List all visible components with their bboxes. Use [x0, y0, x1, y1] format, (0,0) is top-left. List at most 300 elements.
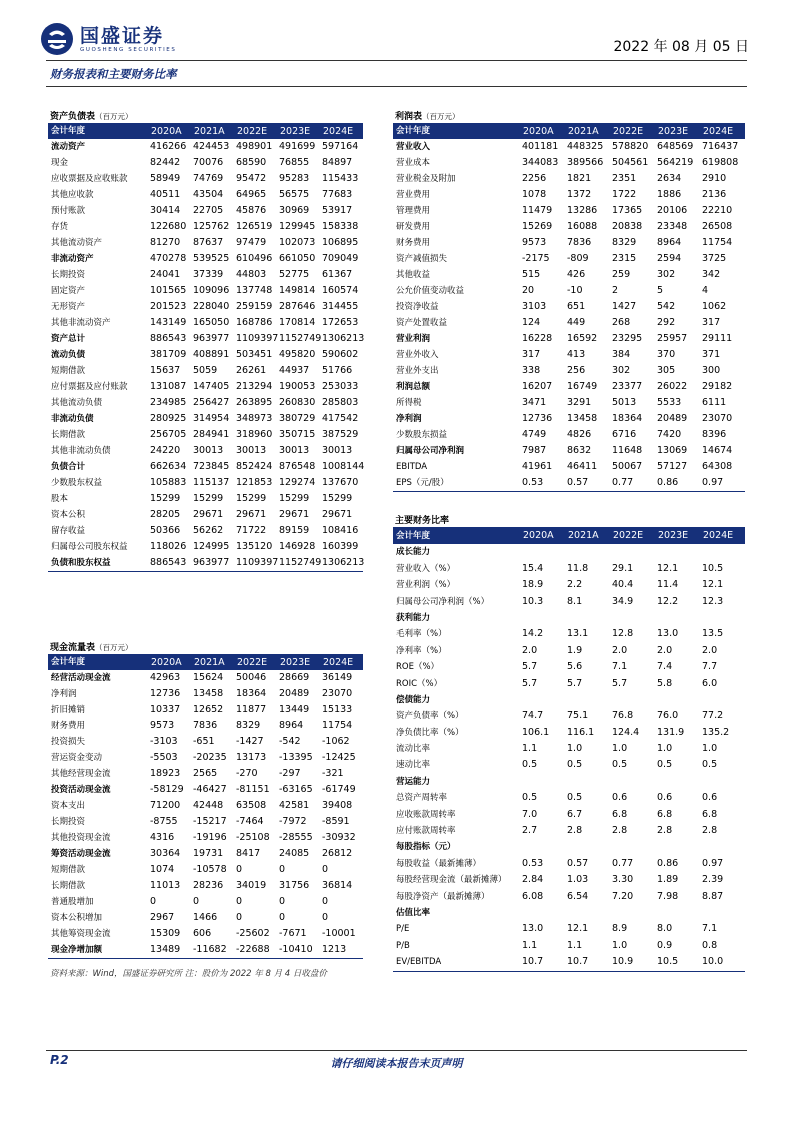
cell-value: 71200	[150, 800, 181, 811]
cell-value: 7.98	[657, 890, 679, 902]
table-header-row	[48, 655, 363, 670]
row-label: 短期借款	[51, 865, 86, 875]
cell-value: 3291	[567, 397, 592, 408]
cell-value: 2.0	[657, 644, 673, 656]
cell-value: 4826	[567, 429, 592, 440]
table-row	[48, 539, 363, 555]
cell-value: 4749	[522, 429, 547, 440]
cell-value: 20	[522, 285, 535, 296]
cell-value: 29671	[236, 509, 267, 520]
cell-value: 256	[567, 365, 586, 376]
cell-value: 42448	[193, 800, 224, 811]
cell-value: -20235	[193, 752, 227, 763]
row-label: 应收票据及应收账款	[51, 174, 128, 184]
cell-value: 723845	[193, 461, 230, 472]
row-label: 资产减值损失	[396, 254, 448, 264]
cell-value: 34.9	[612, 595, 634, 607]
table-row	[393, 741, 745, 757]
cell-value: 963977	[193, 557, 230, 568]
table-row	[393, 938, 745, 954]
cell-value: 50366	[150, 525, 181, 536]
header-year: 2024E	[703, 126, 734, 137]
cell-value: 0	[236, 912, 243, 923]
cell-value: 344083	[522, 157, 559, 168]
header-rule-2	[46, 86, 747, 87]
row-label: 营业外收入	[396, 350, 439, 360]
cell-value: 24085	[279, 848, 310, 859]
table-row	[48, 411, 363, 427]
row-label: 其他流动负债	[51, 398, 103, 408]
cell-value: 137670	[322, 477, 359, 488]
header-year: 2024E	[323, 126, 354, 137]
cell-value: 302	[612, 365, 631, 376]
cell-value: 68590	[236, 157, 267, 168]
cell-value: 29671	[279, 509, 310, 520]
row-label: 每股经营现金流（最新摊薄）	[396, 875, 507, 886]
cell-value: 76.0	[657, 710, 679, 722]
table-row	[393, 872, 745, 888]
cell-value: 30414	[150, 205, 181, 216]
cell-value: 23295	[612, 333, 643, 344]
cell-value: 3471	[522, 397, 547, 408]
row-label: 管理费用	[396, 206, 431, 216]
table-row	[48, 942, 363, 958]
cell-value: 0.57	[567, 477, 589, 488]
table-row	[48, 139, 363, 155]
cell-value: 137748	[236, 285, 273, 296]
table-row	[393, 823, 745, 839]
table-row	[48, 171, 363, 187]
cell-value: 314455	[322, 301, 359, 312]
table-header-row	[393, 528, 745, 544]
row-label: 偿债能力	[396, 694, 431, 705]
cell-value: 8.0	[657, 923, 673, 935]
cell-value: 16749	[567, 381, 598, 392]
header-year: 2020A	[523, 530, 554, 541]
cell-value: 2136	[702, 189, 727, 200]
cell-value: 5.7	[522, 677, 538, 689]
table-row	[48, 363, 363, 379]
cell-value: 606	[193, 928, 212, 939]
cell-value: 10.5	[657, 956, 679, 968]
header-year: 2023E	[658, 530, 689, 541]
cell-value: 491699	[279, 141, 316, 152]
cell-value: 0.53	[522, 857, 544, 869]
table-row	[393, 251, 745, 267]
cell-value: 1372	[567, 189, 592, 200]
cell-value: 0.77	[612, 857, 634, 869]
cell-value: 13069	[657, 445, 688, 456]
row-label: 长期投资	[51, 817, 86, 827]
row-label: 折旧摊销	[51, 705, 86, 715]
cell-value: -270	[236, 768, 258, 779]
cell-value: 11877	[236, 704, 267, 715]
cell-value: -13395	[279, 752, 313, 763]
cell-value: 7.1	[612, 661, 628, 673]
table-row	[393, 610, 745, 626]
cell-value: 648569	[657, 141, 694, 152]
row-label: 公允价值变动收益	[396, 286, 465, 296]
cell-value: 3103	[522, 301, 547, 312]
cell-value	[520, 692, 565, 708]
cell-value: 22210	[702, 205, 733, 216]
table-row	[48, 251, 363, 267]
cell-value: 6.0	[702, 677, 718, 689]
header-year: 2023E	[658, 126, 689, 137]
cell-value: 16228	[522, 333, 553, 344]
cell-value: 13.5	[702, 628, 724, 640]
cell-value: 57127	[657, 461, 688, 472]
row-label: 毛利率（%）	[396, 629, 447, 640]
cell-value: 50067	[612, 461, 643, 472]
table-row	[48, 507, 363, 523]
cell-value: 124995	[193, 541, 230, 552]
cell-value: 109096	[193, 285, 230, 296]
row-label: 应收账款周转率	[396, 809, 456, 820]
cell-value: 16088	[567, 221, 598, 232]
cell-value: 13.0	[522, 923, 544, 935]
cell-value: 18.9	[522, 579, 544, 591]
cell-value: 426	[567, 269, 586, 280]
cell-value: 495820	[279, 349, 316, 360]
cell-value: 89159	[279, 525, 310, 536]
cell-value: 6.8	[702, 808, 718, 820]
cell-value: 287646	[279, 301, 316, 312]
cell-value: 1.0	[612, 743, 628, 755]
income-statement-table	[393, 110, 745, 492]
cell-value: 1078	[522, 189, 547, 200]
cell-value: 0.97	[702, 857, 724, 869]
cell-value: 5.7	[522, 661, 538, 673]
table-row	[48, 830, 363, 846]
cell-value	[565, 544, 610, 560]
cell-value	[520, 544, 565, 560]
table-title-text: 现金流量表	[50, 643, 96, 653]
row-label: 短期借款	[51, 366, 86, 376]
cell-value: 8329	[612, 237, 637, 248]
row-label: P/B	[396, 940, 410, 951]
cell-value: 1427	[612, 301, 637, 312]
cell-value: 578820	[612, 141, 649, 152]
row-label: 利润总额	[396, 382, 431, 392]
cell-value: 24220	[150, 445, 181, 456]
cell-value: 29.1	[612, 562, 634, 574]
cell-value: 12736	[522, 413, 553, 424]
table-row	[393, 577, 745, 593]
cell-value: 228040	[193, 301, 230, 312]
cell-value: 0	[193, 896, 200, 907]
cell-value: 284941	[193, 429, 230, 440]
cell-value: 253033	[322, 381, 359, 392]
header-year: 2021A	[194, 657, 225, 668]
table-row	[48, 443, 363, 459]
table-row	[393, 774, 745, 790]
cell-value: 4316	[150, 832, 175, 843]
table-row	[48, 331, 363, 347]
cell-value: 7987	[522, 445, 547, 456]
table-row	[48, 718, 363, 734]
cell-value	[520, 610, 565, 626]
table-row	[393, 427, 745, 443]
cell-value: 370	[657, 349, 676, 360]
cell-value: 115137	[193, 477, 230, 488]
cell-value: 26508	[702, 221, 733, 232]
table-row	[393, 347, 745, 363]
cell-value: 2.8	[702, 825, 718, 837]
cell-value: 0	[150, 896, 157, 907]
cell-value: 2.2	[567, 579, 583, 591]
cell-value: 30364	[150, 848, 181, 859]
cell-value: 13173	[236, 752, 267, 763]
cell-value: 17365	[612, 205, 643, 216]
table-title	[48, 110, 363, 124]
cell-value: 23377	[612, 381, 643, 392]
cell-value: 389566	[567, 157, 604, 168]
cell-value: 101565	[150, 285, 187, 296]
cell-value: 342	[702, 269, 721, 280]
cell-value: 260830	[279, 397, 316, 408]
cell-value: -12425	[322, 752, 356, 763]
cell-value: 0	[322, 896, 329, 907]
cell-value: 408891	[193, 349, 230, 360]
cell-value	[520, 905, 565, 921]
cell-value: 886543	[150, 557, 187, 568]
cell-value: 619808	[702, 157, 739, 168]
cell-value: 0.5	[522, 792, 538, 804]
cell-value: 64308	[702, 461, 733, 472]
row-label: 其他投资现金流	[51, 833, 111, 843]
table-row	[48, 395, 363, 411]
table-row	[48, 283, 363, 299]
cell-value: 6.7	[567, 808, 583, 820]
cell-value: 0	[279, 896, 286, 907]
cell-value: 0.97	[702, 477, 724, 488]
cell-value: 2	[612, 285, 619, 296]
row-label: 无形资产	[51, 302, 86, 312]
row-label: 预付账款	[51, 206, 86, 216]
table-row	[393, 708, 745, 724]
row-label: 流动比率	[396, 744, 431, 755]
cell-value: 121853	[236, 477, 273, 488]
cell-value: 20489	[657, 413, 688, 424]
cell-value: 29182	[702, 381, 733, 392]
row-label: 速动比率	[396, 760, 431, 771]
row-label: EBITDA	[396, 462, 428, 472]
cell-value: 31756	[279, 880, 310, 891]
table-bottom-rule	[48, 958, 363, 959]
cell-value: 305	[657, 365, 676, 376]
cell-value: 135120	[236, 541, 273, 552]
cell-value: 0.5	[702, 759, 718, 771]
cell-value: 0	[236, 864, 243, 875]
table-row	[393, 594, 745, 610]
table-row	[48, 894, 363, 910]
table-title-text: 利润表	[395, 112, 423, 122]
table-row	[393, 139, 745, 155]
cell-value: 259	[612, 269, 631, 280]
cell-value	[565, 905, 610, 921]
row-label: 投资损失	[51, 737, 86, 747]
cell-value: 1.1	[567, 939, 583, 951]
cell-value: 15.4	[522, 562, 544, 574]
cell-value: 416266	[150, 141, 187, 152]
row-label: 非流动负债	[51, 414, 94, 424]
table-row	[48, 926, 363, 942]
cell-value: 2315	[612, 253, 637, 264]
cell-value: 2.8	[657, 825, 673, 837]
cell-value: 371	[702, 349, 721, 360]
cell-value: 384	[612, 349, 631, 360]
table-row	[48, 219, 363, 235]
row-label: 负债合计	[51, 462, 86, 472]
cell-value: 12.3	[702, 595, 724, 607]
cell-value: -7464	[236, 816, 264, 827]
cell-value: -46427	[193, 784, 227, 795]
row-label: 资产负债率（%）	[396, 711, 464, 722]
row-label: 净利率（%）	[396, 645, 447, 656]
cell-value: -809	[567, 253, 589, 264]
cell-value: 3.30	[612, 874, 634, 886]
cell-value: -5503	[150, 752, 178, 763]
cell-value: 2.0	[702, 644, 718, 656]
cell-value: 6716	[612, 429, 637, 440]
table-row	[393, 203, 745, 219]
guosheng-logo-icon	[40, 22, 74, 56]
row-label: 归属母公司股东权益	[51, 542, 128, 552]
cell-value: 338	[522, 365, 541, 376]
table-row	[48, 782, 363, 798]
cell-value	[610, 610, 655, 626]
cell-value: 1109397	[236, 557, 279, 568]
table-unit: （百万元）	[95, 643, 133, 652]
table-title	[393, 514, 745, 528]
cell-value: -10410	[279, 944, 313, 955]
table-row	[48, 686, 363, 702]
cell-value: 50046	[236, 672, 267, 683]
row-label: 研发费用	[396, 222, 431, 232]
cell-value: 314954	[193, 413, 230, 424]
cell-value: 380729	[279, 413, 316, 424]
cell-value: 12736	[150, 688, 181, 699]
cell-value: 58949	[150, 173, 181, 184]
cell-value: 28669	[279, 672, 310, 683]
cell-value: 1074	[150, 864, 175, 875]
table-title	[393, 110, 745, 124]
table-row	[393, 659, 745, 675]
row-label: 经营活动现金流	[51, 673, 111, 683]
cell-value: -10001	[322, 928, 356, 939]
table-row	[393, 267, 745, 283]
table-unit: （百万元）	[422, 112, 460, 121]
cell-value: 0	[279, 864, 286, 875]
table-row	[393, 395, 745, 411]
cell-value: 2.8	[567, 825, 583, 837]
cell-value: 15133	[322, 704, 353, 715]
cell-value: 1.9	[567, 644, 583, 656]
cell-value: -10578	[193, 864, 227, 875]
table-row	[393, 905, 745, 921]
cell-value: 18923	[150, 768, 181, 779]
row-label: 股本	[51, 494, 69, 504]
cell-value: 280925	[150, 413, 187, 424]
cell-value: 23070	[702, 413, 733, 424]
cell-value: 213294	[236, 381, 273, 392]
table-row	[48, 670, 363, 686]
cell-value: 2910	[702, 173, 727, 184]
cell-value: 1.1	[522, 743, 538, 755]
cell-value: 40.4	[612, 579, 634, 591]
cell-value: 87637	[193, 237, 224, 248]
cell-value: 16592	[567, 333, 598, 344]
header-year: 2021A	[568, 126, 599, 137]
cell-value: 15299	[322, 493, 353, 504]
cell-value: 97479	[236, 237, 267, 248]
row-label: 财务费用	[51, 721, 86, 731]
cell-value: 7836	[193, 720, 218, 731]
row-label: 获利能力	[396, 612, 431, 623]
cell-value: 12.1	[702, 579, 724, 591]
cell-value: 12.8	[612, 628, 634, 640]
cell-value: 15637	[150, 365, 181, 376]
cell-value: 10.7	[567, 956, 589, 968]
cell-value: 7.7	[702, 661, 718, 673]
cell-value: 13.0	[657, 628, 679, 640]
cell-value: 539525	[193, 253, 230, 264]
cell-value: 36814	[322, 880, 353, 891]
cell-value: 417542	[322, 413, 359, 424]
cell-value: 268	[612, 317, 631, 328]
cell-value: 13458	[567, 413, 598, 424]
cell-value: 12.1	[657, 562, 679, 574]
cell-value: 172653	[322, 317, 359, 328]
cell-value: 1.0	[702, 743, 718, 755]
cell-value: 2.84	[522, 874, 544, 886]
table-row	[393, 171, 745, 187]
cell-value: 10.7	[522, 956, 544, 968]
cell-value: 470278	[150, 253, 187, 264]
table-row	[48, 766, 363, 782]
cell-value: 25957	[657, 333, 688, 344]
cell-value: 126519	[236, 221, 273, 232]
table-row	[393, 459, 745, 475]
cell-value: 590602	[322, 349, 359, 360]
row-label: 少数股东权益	[51, 478, 103, 488]
header-year: 2024E	[703, 530, 734, 541]
cell-value: -542	[279, 736, 301, 747]
cell-value: -22688	[236, 944, 270, 955]
cell-value: 2.7	[522, 825, 538, 837]
cell-value: 2634	[657, 173, 682, 184]
cell-value: 84897	[322, 157, 353, 168]
header-year: 2022E	[613, 530, 644, 541]
balance-sheet-table	[48, 110, 363, 572]
cell-value: 15269	[522, 221, 553, 232]
header-year: 2020A	[151, 657, 182, 668]
table-row	[393, 626, 745, 642]
cell-value: 13.1	[567, 628, 589, 640]
cell-value: 413	[567, 349, 586, 360]
cell-value: 124	[522, 317, 541, 328]
cell-value: 15299	[279, 493, 310, 504]
cell-value: 6.8	[612, 808, 628, 820]
header-year: 2021A	[194, 126, 225, 137]
row-label: 其他流动资产	[51, 238, 103, 248]
cell-value: 10.5	[702, 562, 724, 574]
cell-value: 70076	[193, 157, 224, 168]
cell-value	[700, 544, 745, 560]
report-date: 2022 年 08 月 05 日	[613, 39, 749, 55]
cell-value: 30013	[279, 445, 310, 456]
